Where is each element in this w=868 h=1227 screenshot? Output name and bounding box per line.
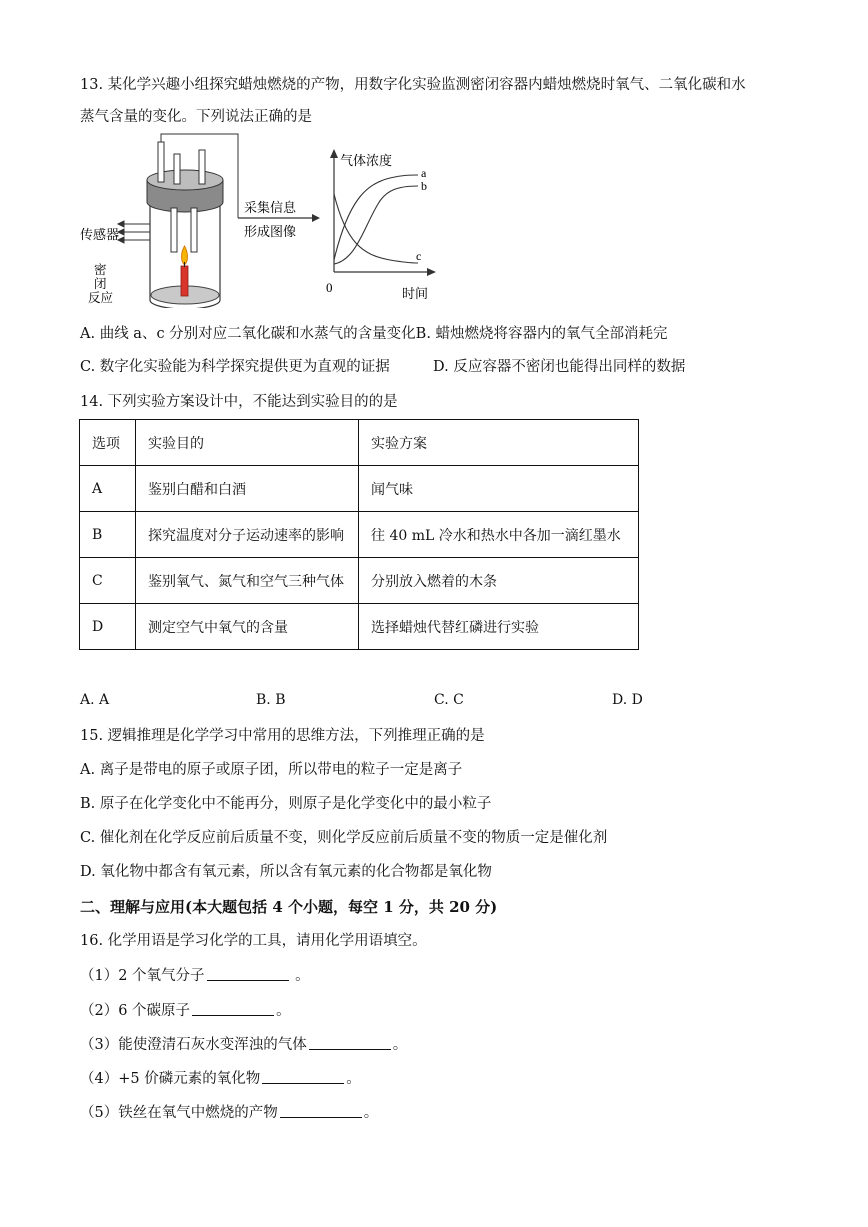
q14-options-table: [79, 419, 639, 650]
section-2-title: 二、理解与应用(本大题包括 4 个小题，每空 1 分，共 20 分): [80, 898, 498, 916]
q16-item-5-text: （5）铁丝在氧气中燃烧的产物: [80, 1105, 278, 1121]
q16-item-5: [80, 1103, 378, 1123]
curve-a: [334, 175, 418, 260]
curve-label-c: c: [416, 249, 422, 263]
curve-label-a: a: [421, 166, 427, 180]
table-row: [80, 558, 639, 604]
table-header-cell: 选项: [80, 420, 136, 466]
q16-item-2-text: （2）6 个碳原子: [80, 1003, 191, 1019]
table-cell: C: [80, 558, 136, 604]
q14-answer-b: B. B: [256, 692, 286, 708]
q16-item-2: [80, 1001, 291, 1021]
q14-stem: 14. 下列实验方案设计中，不能达到实验目的的是: [80, 394, 398, 410]
q15-option-c: C. 催化剂在化学反应前后质量不变，则化学反应前后质量不变的物质一定是催化剂: [80, 830, 608, 846]
answer-blank[interactable]: [262, 1069, 344, 1084]
table-row: [80, 604, 639, 650]
curve-b: [334, 186, 418, 264]
table-cell: B: [80, 512, 136, 558]
container-label-1: 密: [94, 263, 107, 277]
q15-option-b: B. 原子在化学变化中不能再分，则原子是化学变化中的最小粒子: [80, 796, 492, 812]
table-header-cell: 实验目的: [136, 420, 359, 466]
q16-item-4-text: （4）+5 价磷元素的氧化物: [80, 1071, 261, 1087]
data-flow-arrow: [238, 214, 320, 222]
q13-stem-line1: 13. 某化学兴趣小组探究蜡烛燃烧的产物，用数字化实验监测密闭容器内蜡烛燃烧时氧气、二氧化碳和水: [80, 77, 746, 93]
q13-option-a-and-b: [80, 324, 668, 344]
table-cell: 闻气味: [359, 466, 639, 512]
q15-option-a: A. 离子是带电的原子或原子团，所以带电的粒子一定是离子: [80, 762, 463, 778]
q14-answer-a: A. A: [80, 692, 110, 708]
q13-option-d: D. 反应容器不密闭也能得出同样的数据: [433, 359, 686, 375]
table-cell: D: [80, 604, 136, 650]
sensor-label: 传感器: [80, 227, 120, 242]
container-label-3: 反应: [88, 291, 114, 305]
y-axis-label: 气体浓度: [340, 153, 393, 168]
q14-answer-c: C. C: [434, 692, 464, 708]
table-cell: 选择蜡烛代替红磷进行实验: [359, 604, 639, 650]
q14-answer-d: D. D: [612, 692, 643, 708]
answer-blank[interactable]: [207, 966, 289, 981]
q13-stem-line2: 蒸气含量的变化。下列说法正确的是: [80, 109, 312, 125]
q16-item-4-suffix: 。: [346, 1071, 361, 1087]
x-axis-label: 时间: [402, 286, 429, 301]
answer-blank[interactable]: [280, 1103, 362, 1118]
table-cell: A: [80, 466, 136, 512]
curve-c: [334, 194, 418, 263]
q16-item-5-suffix: 。: [363, 1105, 379, 1121]
q13-option-a: A. 曲线 a、c 分别对应二氧化碳和水蒸气的含量变化: [80, 326, 416, 342]
q16-item-3-suffix: 。: [392, 1037, 408, 1053]
q15-stem: 15. 逻辑推理是化学学习中常用的思维方法，下列推理正确的是: [80, 728, 485, 744]
table-cell: 鉴别白醋和白酒: [136, 466, 359, 512]
arrow-label-collect: 采集信息: [244, 200, 297, 215]
table-cell: 探究温度对分子运动速率的影响: [136, 512, 359, 558]
container-label-2: 闭: [94, 277, 107, 291]
candle-icon: [181, 246, 188, 296]
curve-label-b: b: [421, 179, 427, 193]
q13-option-b: B. 蜡烛燃烧将容器内的氧气全部消耗完: [415, 326, 668, 342]
table-cell: 鉴别氧气、氮气和空气三种气体: [136, 558, 359, 604]
q16-item-3-text: （3）能使澄清石灰水变浑浊的气体: [80, 1037, 307, 1053]
q13-option-c: C. 数字化实验能为科学探究提供更为直观的证据: [80, 359, 390, 375]
table-cell: 往 40 mL 冷水和热水中各加一滴红墨水: [359, 512, 639, 558]
origin-label: 0: [326, 280, 333, 295]
table-row: [80, 466, 639, 512]
table-header-row: [80, 420, 639, 466]
sensor-arrows: [118, 221, 150, 243]
table-header-cell: 实验方案: [359, 420, 639, 466]
q16-stem: 16. 化学用语是学习化学的工具，请用化学用语填空。: [80, 933, 427, 949]
q16-item-1-suffix: 。: [290, 968, 310, 984]
q15-option-d: D. 氧化物中都含有氧元素，所以含有氧元素的化合物都是氧化物: [80, 864, 492, 880]
table-row: [80, 512, 639, 558]
arrow-label-graph: 形成图像: [244, 224, 297, 239]
closed-reaction-container: [147, 142, 223, 308]
q16-item-2-suffix: 。: [276, 1003, 291, 1019]
answer-blank[interactable]: [309, 1035, 391, 1050]
q16-item-3: [80, 1035, 407, 1055]
q13-experiment-diagram: [80, 132, 440, 308]
q16-item-4: [80, 1069, 361, 1089]
q16-item-1-text: （1）2 个氧气分子: [80, 968, 205, 984]
table-cell: 分别放入燃着的木条: [359, 558, 639, 604]
q16-item-1: [80, 966, 310, 986]
table-cell: 测定空气中氧气的含量: [136, 604, 359, 650]
answer-blank[interactable]: [192, 1001, 274, 1016]
